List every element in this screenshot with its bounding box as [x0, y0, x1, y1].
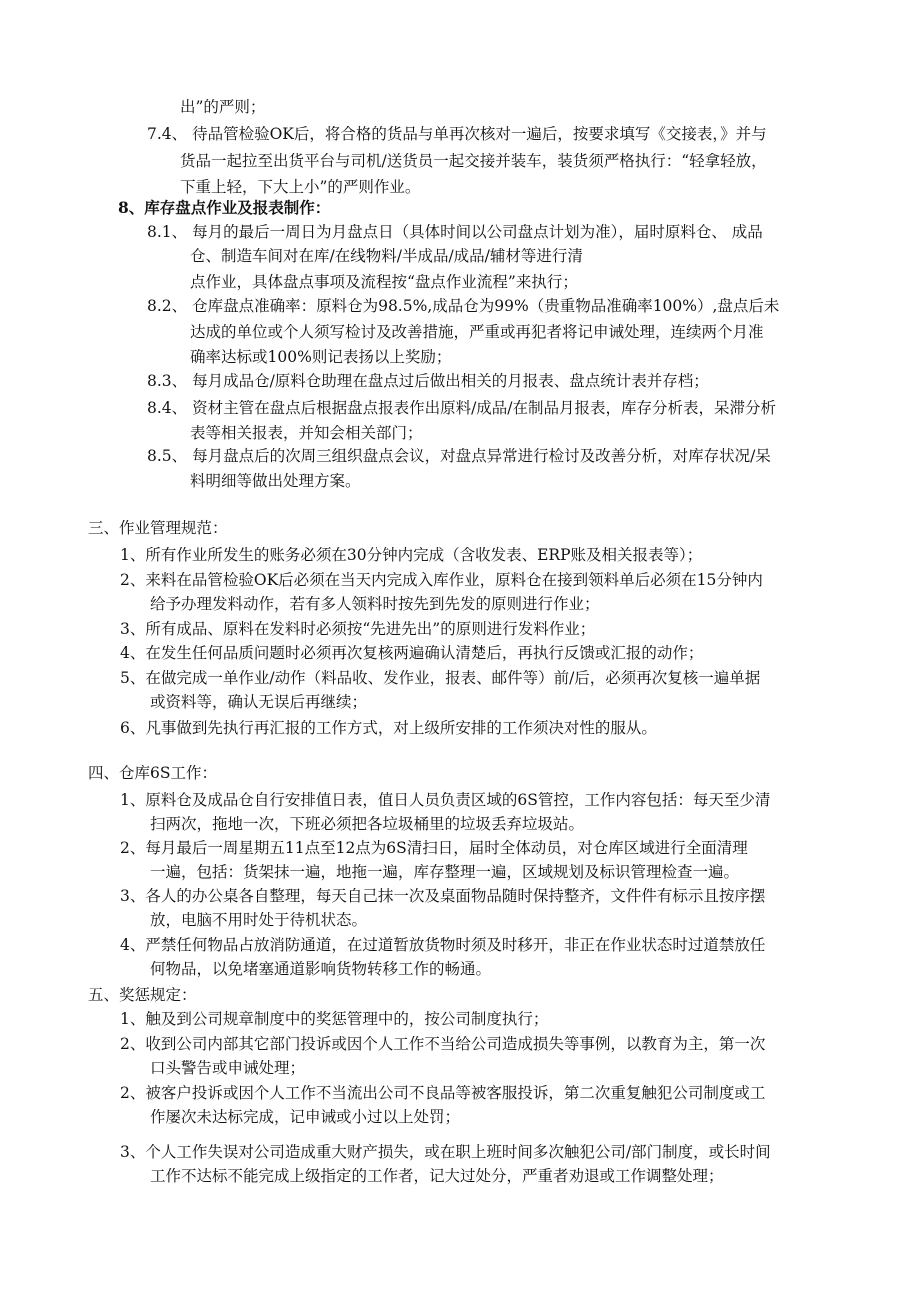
text-line: 作屡次未达标完成，记申诫或小过以上处罚； — [150, 1108, 461, 1126]
text-line: 工作不达标不能完成上级指定的工作者，记大过处分，严重者劝退或工作调整处理； — [150, 1167, 724, 1185]
text-line: 确率达标或100%则记表扬以上奖励； — [190, 348, 452, 366]
text-line: 8.2、 仓库盘点准确率：原料仓为98.5%,成品仓为99%（贵重物品准确率100%）,盘点后未 — [147, 297, 780, 315]
text-line: 3、各人的办公桌各自整理，每天自己抹一次及桌面物品随时保持整齐，文件件有标示且按序摆 — [120, 887, 766, 905]
text-line: 2、收到公司内部其它部门投诉或因个人工作不当给公司造成损失等事例，以教育为主，第一次 — [120, 1035, 766, 1053]
text-line: 2、来料在品管检验OK后必须在当天内完成入库作业，原料仓在接到领料单后必须在15分钟内 — [120, 571, 763, 589]
text-line: 口头警告或申诫处理； — [150, 1059, 306, 1077]
section-heading: 五、奖惩规定： — [88, 986, 197, 1004]
text-line: 扫两次，拖地一次，下班必须把各垃圾桶里的垃圾丢弃垃圾站。 — [150, 815, 585, 833]
text-line: 或资料等，确认无误后再继续； — [150, 693, 368, 711]
text-line: 2、被客户投诉或因个人工作不当流出公司不良品等被客服投诉，第二次重复触犯公司制度或工 — [120, 1084, 766, 1102]
text-line: 5、在做完成一单作业/动作（料品收、发作业，报表、邮件等）前/后，必须再次复核一遍单据 — [120, 669, 761, 687]
text-line: 4、在发生任何品质问题时必须再次复核两遍确认清楚后，再执行反馈或汇报的动作； — [120, 644, 704, 662]
text-line: 1、触及到公司规章制度中的奖惩管理中的，按公司制度执行； — [120, 1010, 549, 1028]
text-line: 点作业，具体盘点事项及流程按“盘点作业流程”来执行； — [190, 273, 578, 291]
text-line: 8.1、 每月的最后一周日为月盘点日（具体时间以公司盘点计划为准），届时原料仓、 成品 — [147, 223, 763, 241]
text-line: 8.3、 每月成品仓/原料仓助理在盘点过后做出相关的月报表、盘点统计表并存档； — [147, 372, 709, 390]
text-line: 2、每月最后一周星期五11点至12点为6S清扫日，届时全体动员，对仓库区域进行全面清理 — [120, 839, 748, 857]
section-heading: 四、仓库6S工作： — [88, 764, 217, 782]
text-line: 1、原料仓及成品仓自行安排值日表，值日人员负责区域的6S管控，工作内容包括：每天至少清 — [120, 791, 771, 809]
text-line: 1、所有作业所发生的账务必须在30分钟内完成（含收发表、ERP账及相关报表等）； — [120, 546, 703, 564]
text-line: 7.4、 待品管检验OK后，将合格的货品与单再次核对一遍后，按要求填写《交接表，》并与 — [147, 125, 767, 143]
text-line: 一遍，包括：货架抹一遍，地拖一遍，库存整理一遍，区域规划及标识管理检查一遍。 — [150, 863, 740, 881]
text-line: 放，电脑不用时处于待机状态。 — [150, 911, 368, 929]
section-heading: 8、库存盘点作业及报表制作： — [118, 198, 331, 217]
text-line: 何物品，以免堵塞通道影响货物转移工作的畅通。 — [150, 960, 492, 978]
text-line: 达成的单位或个人须写检讨及改善措施，严重或再犯者将记申诫处理，连续两个月准 — [190, 323, 764, 341]
text-line: 8.4、 资材主管在盘点后根据盘点报表作出原料/成品/在制品月报表，库存分析表，呆滞分析 — [147, 399, 777, 417]
text-line: 4、严禁任何物品占放消防通道，在过道暂放货物时须及时移开，非正在作业状态时过道禁放任 — [120, 936, 766, 954]
text-line: 表等相关报表，并知会相关部门； — [190, 424, 423, 442]
text-line: 下重上轻，下大上小”的严则作业。 — [180, 178, 421, 196]
text-line: 6、凡事做到先执行再汇报的工作方式，对上级所安排的工作须决对性的服从。 — [120, 719, 657, 737]
text-line: 货品一起拉至出货平台与司机/送货员一起交接并装车，装货须严格执行：“轻拿轻放， — [180, 152, 767, 170]
text-line: 仓、制造车间对在库/在线物料/半成品/成品/辅材等进行清 — [190, 247, 583, 265]
text-line: 3、所有成品、原料在发料时必须按“先进先出”的原则进行发料作业； — [120, 620, 596, 638]
text-line: 料明细等做出处理方案。 — [190, 472, 361, 490]
text-line: 出”的严则； — [180, 98, 266, 116]
text-line: 8.5、 每月盘点后的次周三组织盘点会议，对盘点异常进行检讨及改善分析，对库存状况/呆 — [147, 447, 771, 465]
section-heading: 三、作业管理规范： — [88, 519, 228, 537]
text-line: 给予办理发料动作，若有多人领料时按先到先发的原则进行作业； — [150, 595, 600, 613]
text-line: 3、个人工作失误对公司造成重大财产损失，或在职上班时间多次触犯公司/部门制度，或长时间 — [120, 1143, 771, 1161]
